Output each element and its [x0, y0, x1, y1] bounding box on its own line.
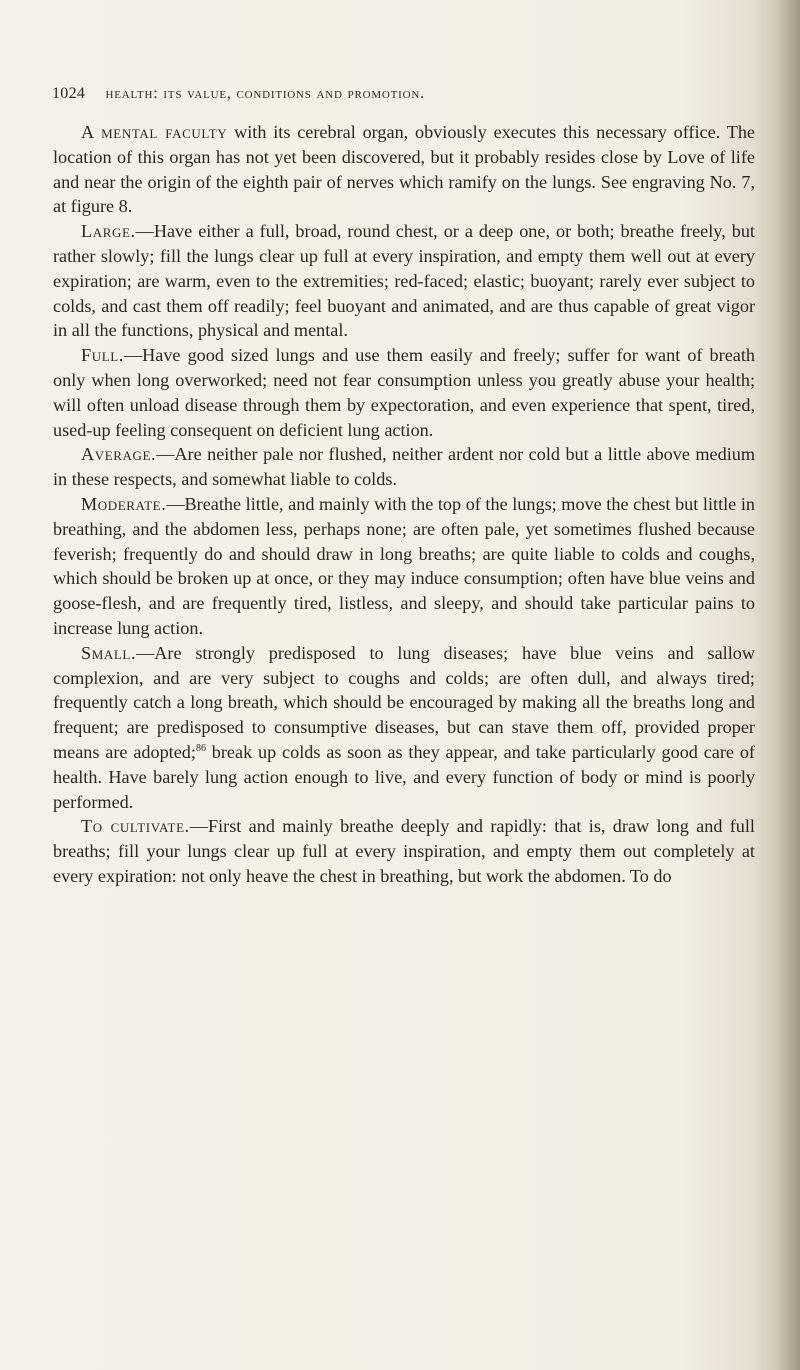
- paragraph-text: —Breathe little, and mainly with the top of the lungs; move the chest but little in breathing, and the abdomen less, perhaps none; are often pale, yet sometimes flushed because feverish; frequently do and should draw in long breaths; are quite liable to colds and coughs, which should be broken up at once, or they may induce consumption; often have blue veins and goose-flesh, and are frequently tired, listless, and sleepy, and should take particular pains to increase lung action.: [53, 493, 755, 638]
- paragraph-average: [53, 442, 755, 492]
- paragraph-text: —Are neither pale nor flushed, neither ardent nor cold but a little above medium in these respects, and somewhat liable to colds.: [53, 444, 755, 490]
- paragraph-text: with its cerebral organ, obviously executes this necessary office. The location of this organ has not yet been discovered, but it probably resides close by Love of life and near the origin of the eighth pair of nerves which ramify on the lungs. See engraving No. 7, at figure 8.: [53, 122, 755, 217]
- footnote-reference: 86: [195, 742, 206, 754]
- paragraph-heading: Average.: [81, 444, 157, 465]
- paragraph-heading: A mental faculty: [81, 122, 228, 142]
- paragraph-moderate: [53, 492, 755, 641]
- paragraph-text: —First and mainly breathe deeply and rapidly: that is, draw long and full breaths; fill your lungs clear up full at every inspiration, and empty them out completely at every expiration: not only heave the chest in breathing, but work the abdomen. To do: [53, 816, 755, 886]
- paragraph-text: —Have good sized lungs and use them easily and freely; suffer for want of breath only when long overworked; need not fear consumption unless you greatly abuse your health; will often unload disease through them by expectoration, and even experience that spent, tired, used-up feeling consequent on deficient lung action.: [53, 345, 755, 440]
- paragraph-heading: Full.: [81, 345, 124, 366]
- paragraph-small: [53, 641, 755, 815]
- paragraph-heading: To cultivate.: [81, 816, 190, 837]
- body-text: [53, 120, 755, 889]
- paragraph-large: [53, 219, 755, 343]
- paragraph-full: [53, 343, 755, 442]
- running-head: [52, 85, 752, 103]
- page-number: 1024: [52, 85, 86, 102]
- paragraph-text: —Have either a full, broad, round chest, or a deep one, or both; breathe freely, but rather slowly; fill the lungs clear up full at every inspiration, and empty them well out at every expiration; are warm, even to the extremities; red-faced; elastic; buoyant; rarely ever subject to colds, and cast them off readily; feel buoyant and animated, and are thus capable of great vigor in all the functions, physical and mental.: [53, 221, 755, 341]
- paragraph-text-continued: break up colds as soon as they appear, and take particularly good care of health. Have barely lung action enough to live, and every function of body or mind is poorly performed.: [53, 741, 755, 812]
- paragraph-intro: [53, 120, 755, 219]
- paragraph-heading: Small.: [81, 642, 137, 663]
- page-edge-shadow: [778, 0, 800, 1370]
- paragraph-cultivate: [53, 814, 755, 888]
- paragraph-text: —Are strongly predisposed to lung diseases; have blue veins and sallow complexion, and are very subject to coughs and colds; are often dull, and always tired; frequently catch a long breath, which should be encouraged by making all the breaths long and frequent; are predisposed to consumptive diseases, but can stave them off, provided proper means are adopted;: [53, 642, 755, 762]
- paragraph-heading: Large.: [81, 221, 136, 242]
- paragraph-heading: Moderate.: [81, 493, 167, 514]
- running-title: health: its value, conditions and promotion.: [105, 85, 425, 102]
